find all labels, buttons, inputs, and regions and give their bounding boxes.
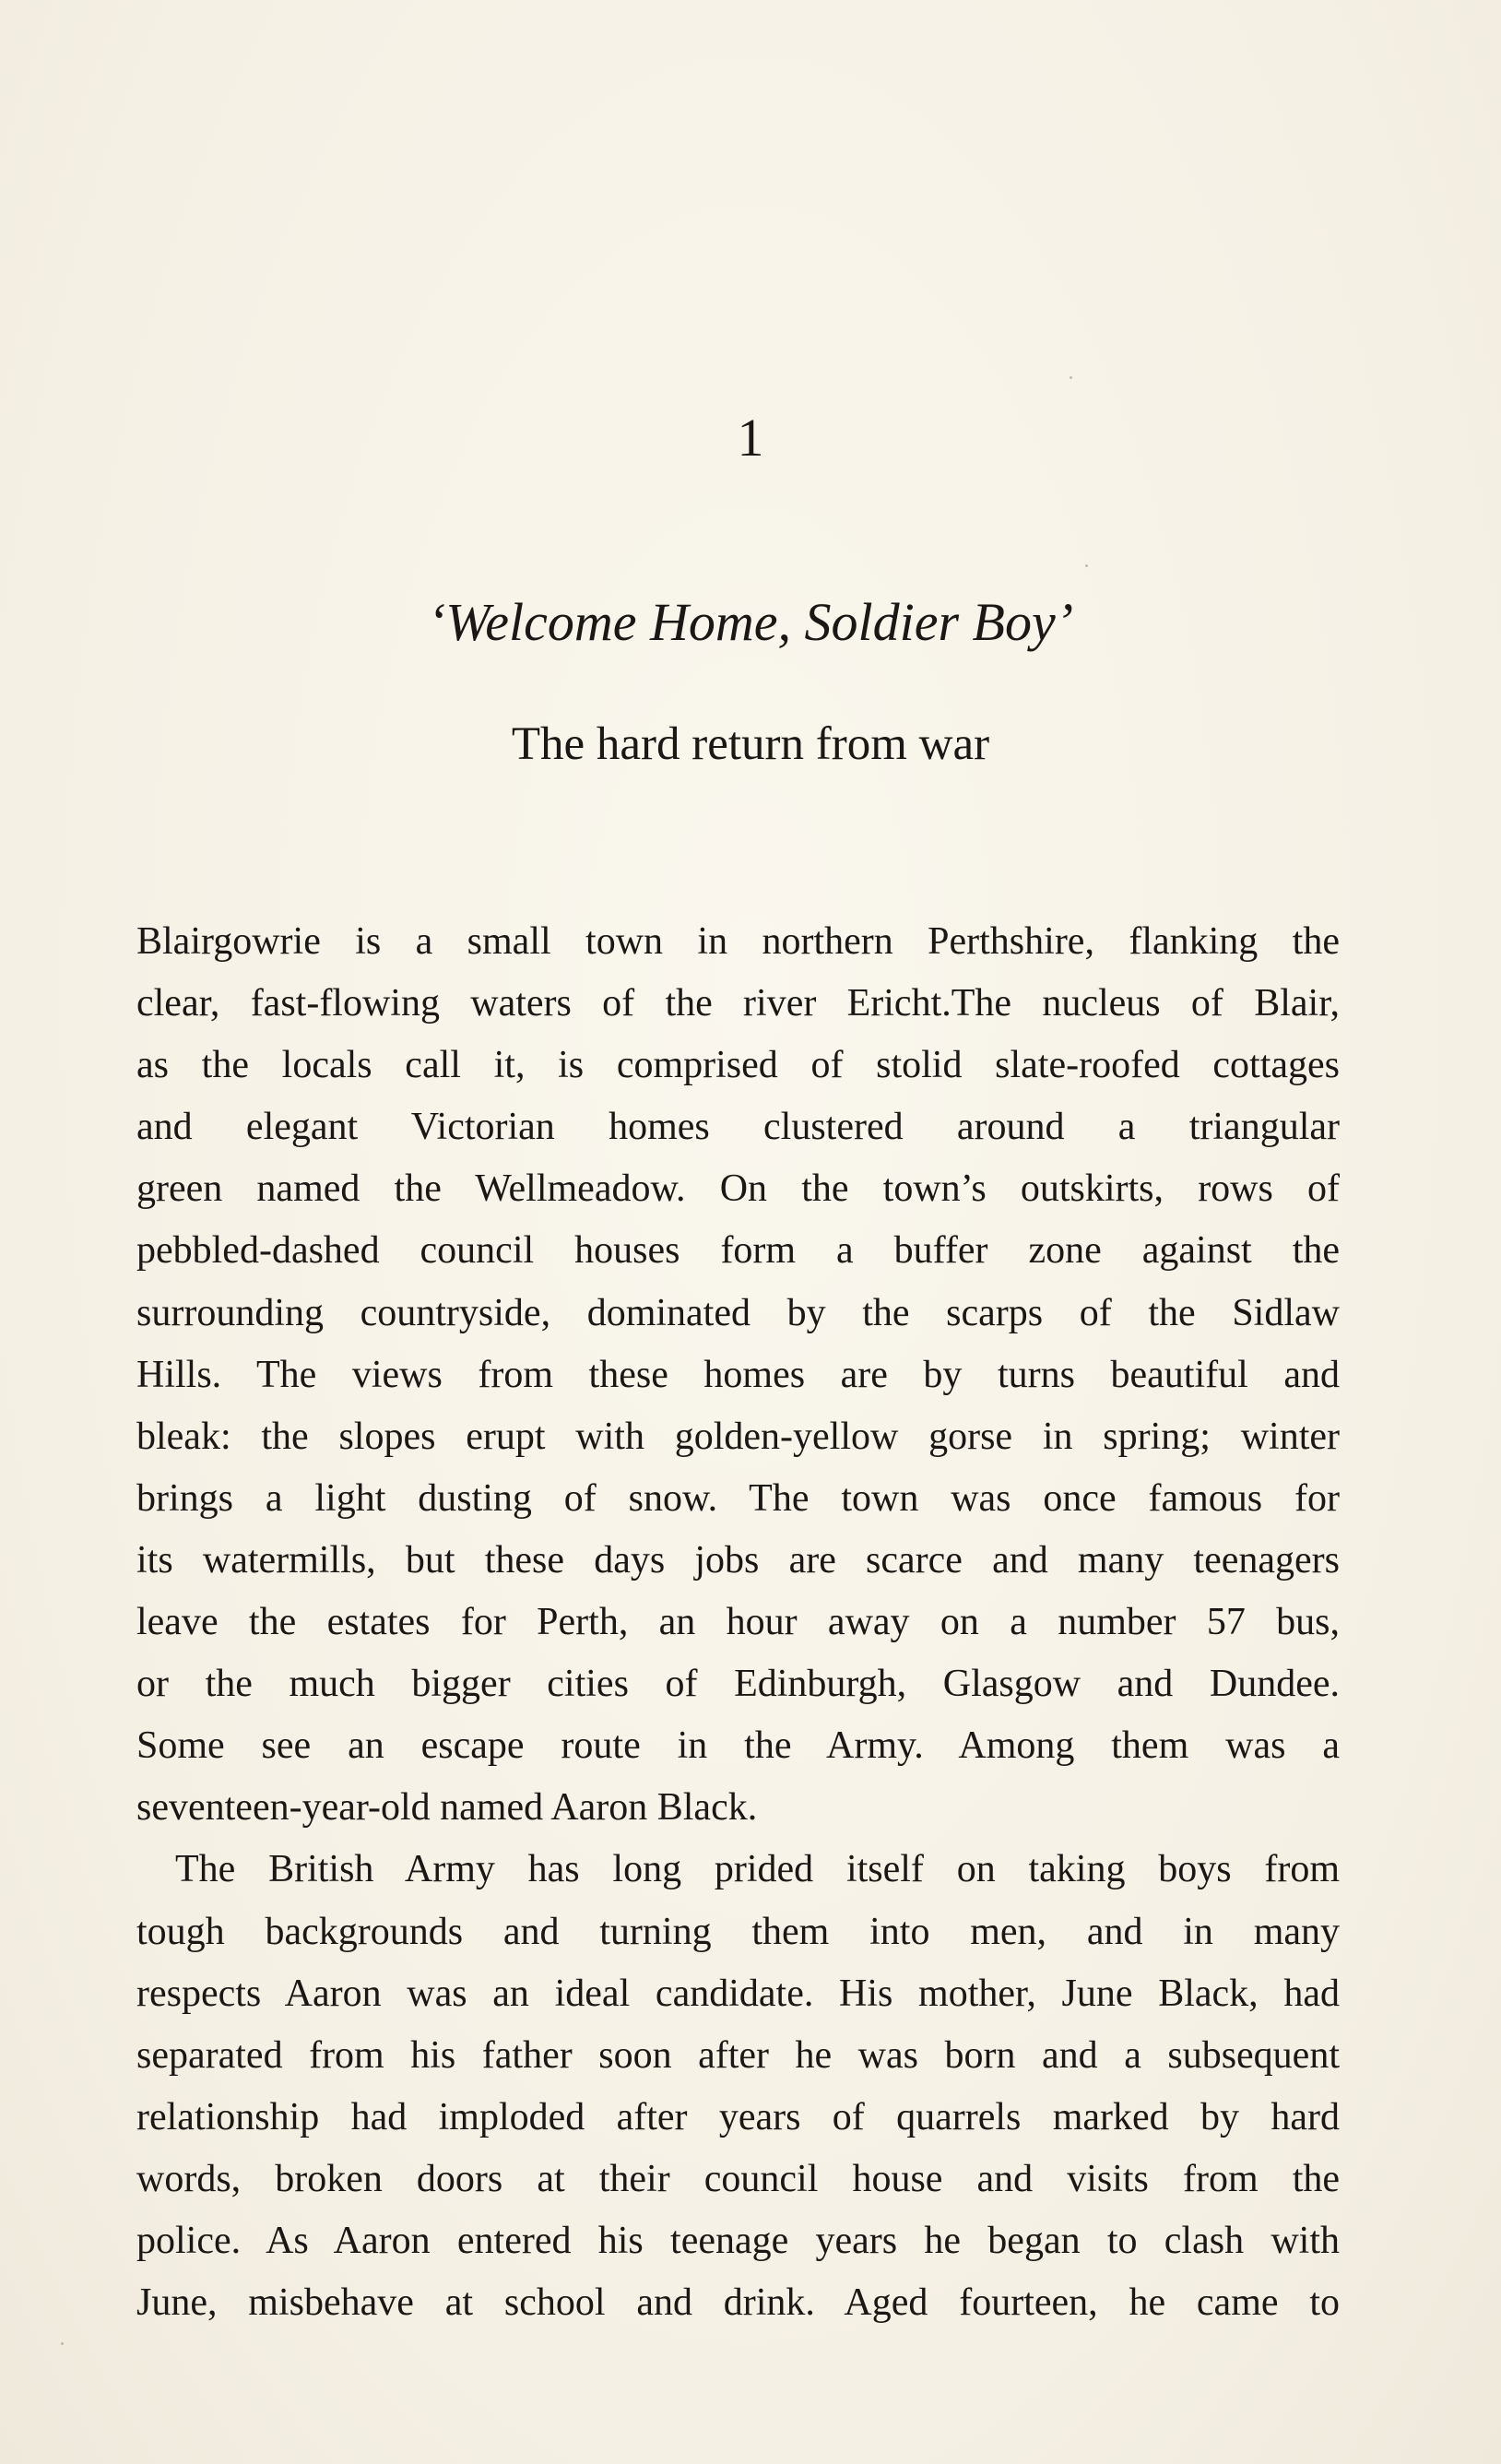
chapter-subtitle: The hard return from war [511,718,990,770]
paragraph-2 [136,1839,1340,2334]
text-line: seventeen-year-old named Aaron Black. [136,1786,758,1830]
text-line: clear, fast-flowing waters of the river Ericht.The nucleus of Blair, [136,982,1340,1025]
text-line: pebbled-dashed council houses form a buffer zone against the [136,1229,1340,1273]
text-line: tough backgrounds and turning them into men, and in many [136,1910,1340,1953]
text-line: Blairgowrie is a small town in northern Perthshire, flanking the [136,920,1340,963]
text-line: and elegant Victorian homes clustered around a triangular [136,1106,1340,1149]
paper-speck [1070,376,1072,379]
text-line: Some see an escape route in the Army. Among them was a [136,1724,1340,1768]
paper-speck [1085,564,1088,567]
text-line: The British Army has long prided itself on taking boys from [175,1848,1340,1891]
text-line: leave the estates for Perth, an hour away on a number 57 bus, [136,1601,1340,1644]
text-line: surrounding countryside, dominated by the scarps of the Sidlaw [136,1291,1340,1334]
text-line: bleak: the slopes erupt with golden-yellow gorse in spring; winter [136,1415,1340,1458]
text-line: brings a light dusting of snow. The town was once famous for [136,1476,1340,1520]
text-line: separated from his father soon after he was born and a subsequent [136,2033,1340,2077]
text-line: relationship had imploded after years of quarrels marked by hard [136,2095,1340,2138]
text-line: words, broken doors at their council house and visits from the [136,2157,1340,2200]
text-line: green named the Wellmeadow. On the town’s outskirts, rows of [136,1167,1340,1211]
paragraph-1 [136,911,1340,1839]
text-line: police. As Aaron entered his teenage years he began to clash with [136,2219,1340,2262]
body-text [136,911,1340,2334]
chapter-title: ‘Welcome Home, Soldier Boy’ [427,592,1074,652]
text-line: June, misbehave at school and drink. Aged fourteen, he came to [136,2281,1340,2325]
text-line: or the much bigger cities of Edinburgh, Glasgow and Dundee. [136,1663,1340,1706]
text-line: as the locals call it, is comprised of stolid slate-roofed cottages [136,1044,1340,1087]
text-line: respects Aaron was an ideal candidate. His mother, June Black, had [136,1972,1340,2015]
text-line: Hills. The views from these homes are by turns beautiful and [136,1353,1340,1396]
chapter-number: 1 [737,408,764,468]
paper-speck [61,2342,64,2345]
text-line: its watermills, but these days jobs are scarce and many teenagers [136,1538,1340,1581]
